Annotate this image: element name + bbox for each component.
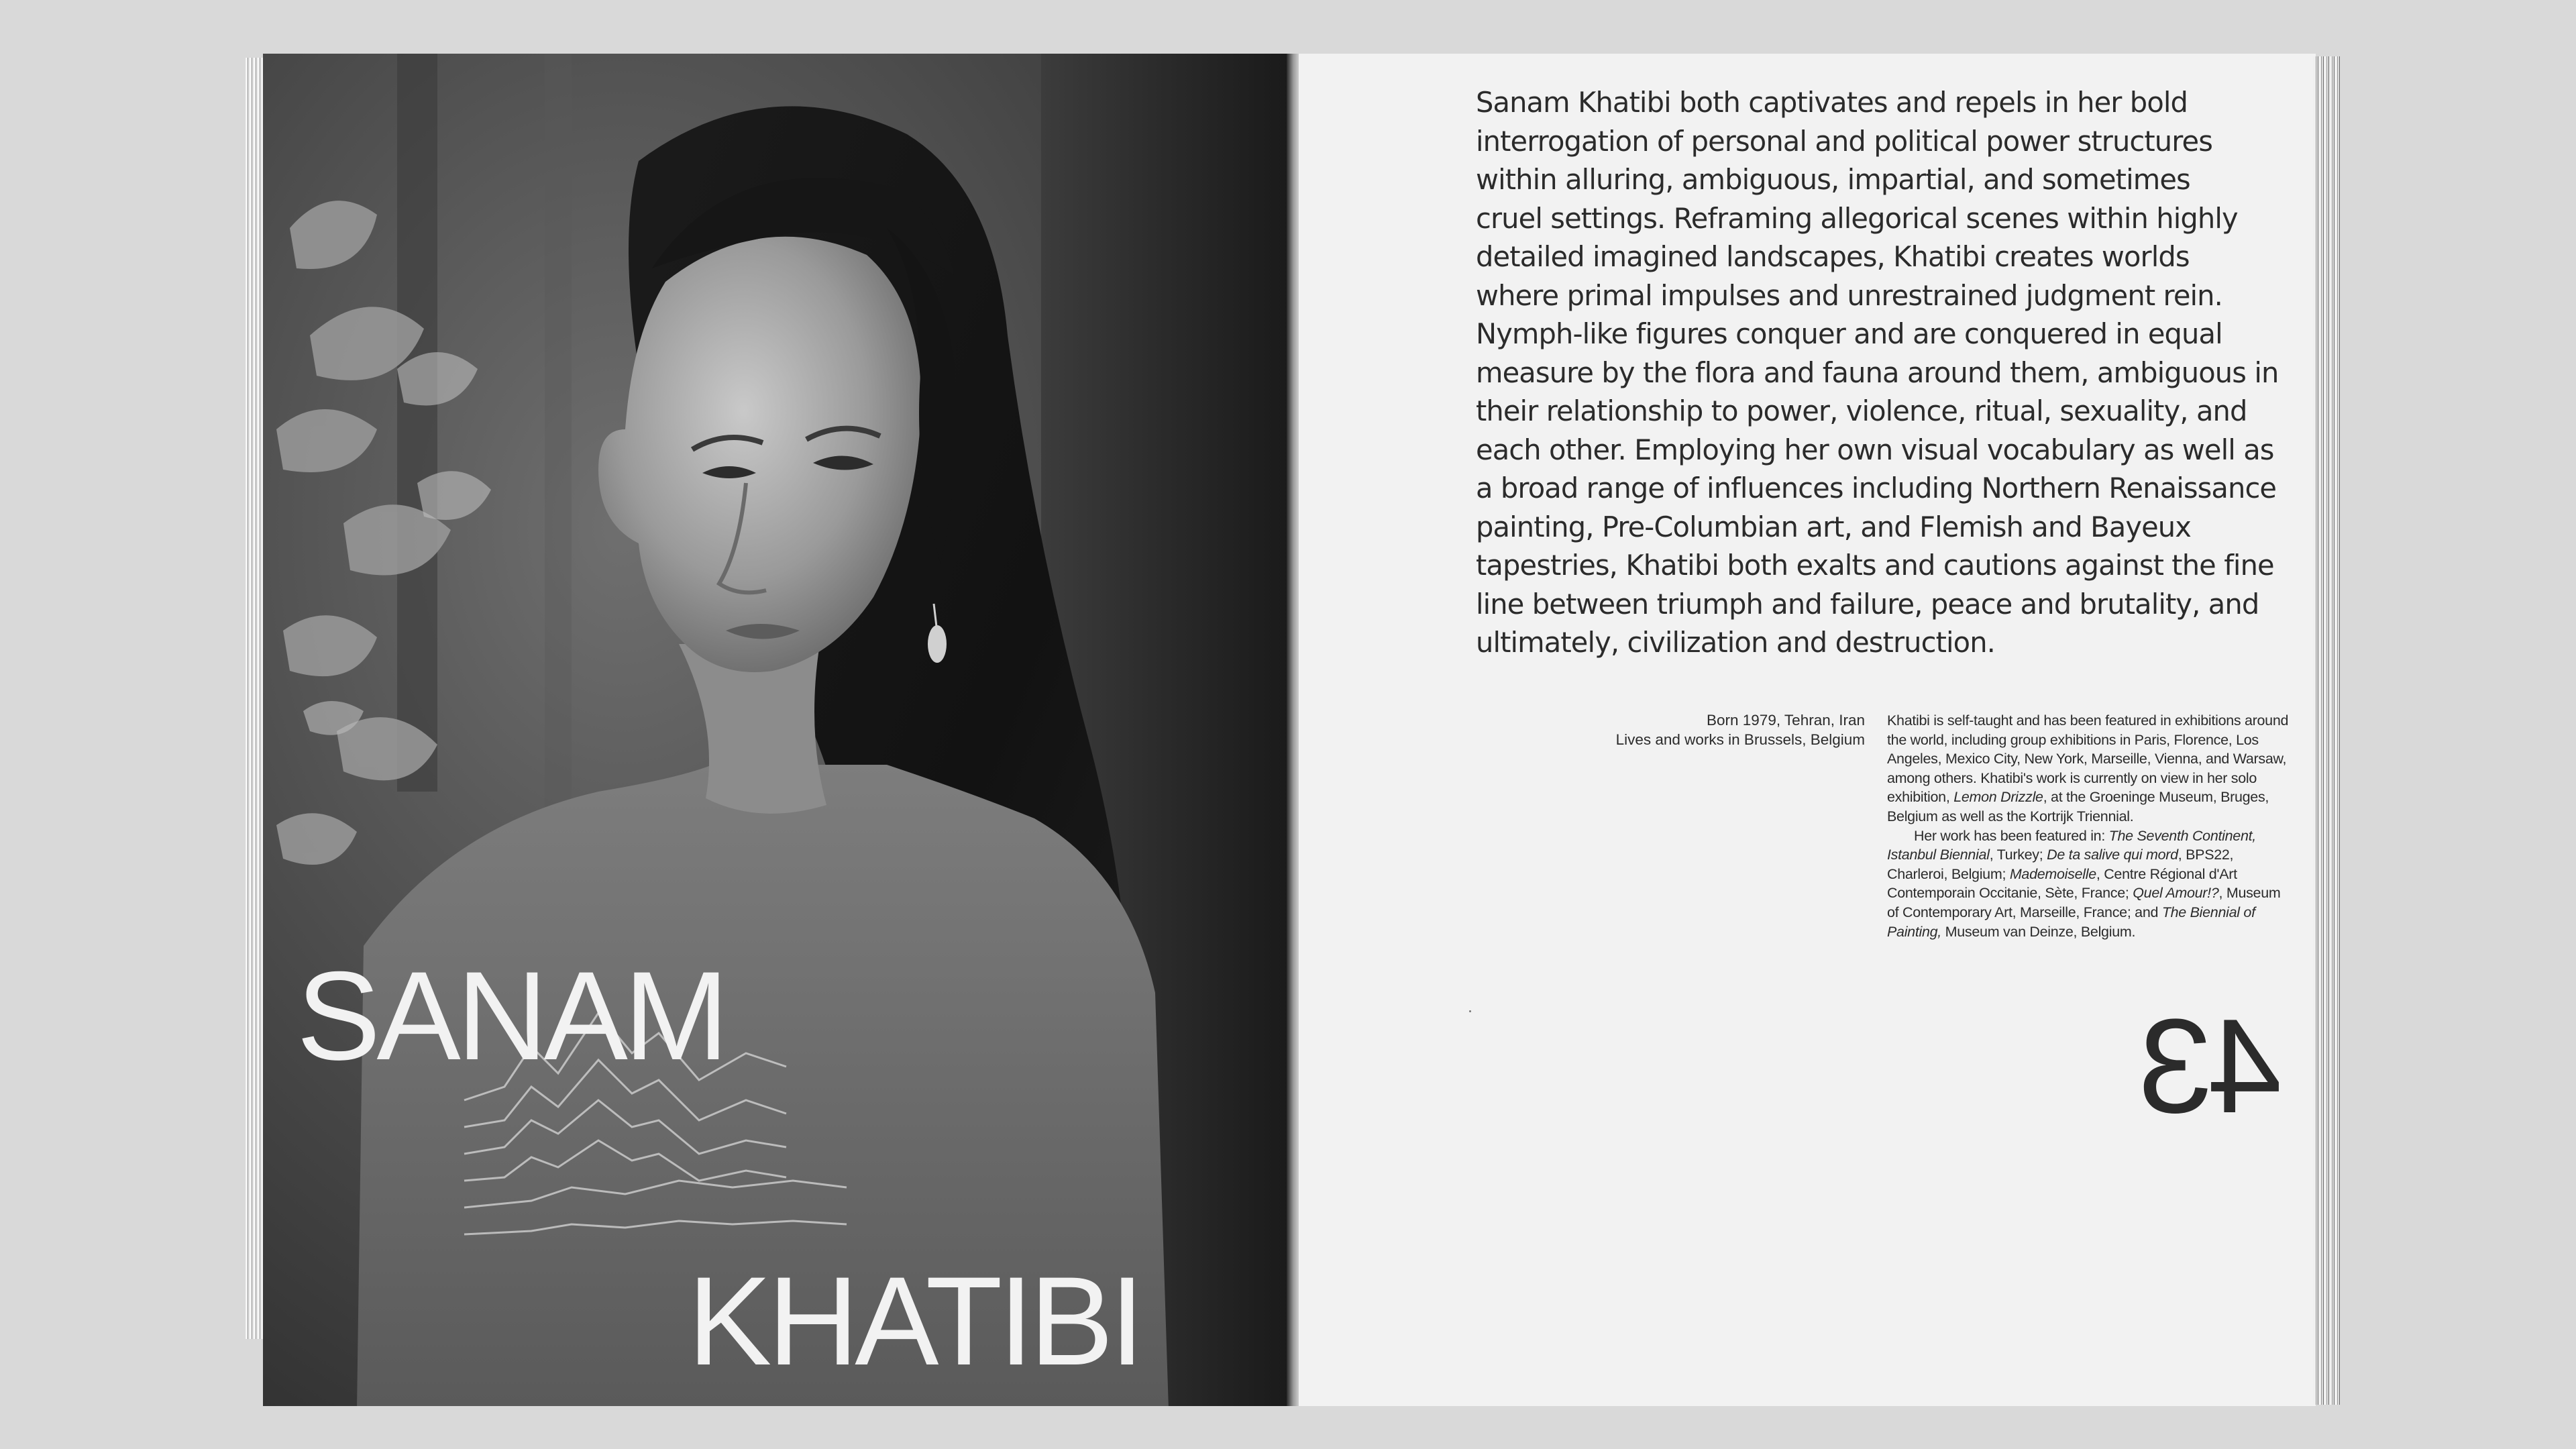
bio-text-run: Museum van Deinze, Belgium. [1941, 923, 2136, 940]
bio-text-run: , Museum of Contemporary Art, Marseille, France; and [1887, 885, 2281, 920]
right-page-edges [2313, 56, 2340, 1405]
lives-line: Lives and works in Brussels, Belgium [1615, 731, 1865, 748]
exhibition-title: Quel Amour!? [2133, 885, 2219, 902]
bio-text-run: , Centre Régional d'Art Contemporain Occitanie, Sète, France; [1887, 865, 2237, 902]
paper-speck [1469, 1010, 1471, 1012]
bio-text [1887, 711, 2290, 941]
bio-text-run: , Turkey; [1989, 847, 2047, 863]
exhibition-title: The Seventh Continent, Istanbul Biennial [1887, 827, 2256, 863]
exhibition-title: Mademoiselle [2009, 865, 2096, 882]
exhibition-title: De ta salive qui mord [2047, 847, 2178, 863]
left-page-photo [263, 54, 1291, 1406]
page-number: 43 [2143, 991, 2282, 1141]
bio-text-run: , at the Groeninge Museum, Bruges, Belgium as well as the Kortrijk Triennial. [1887, 789, 2269, 824]
bio-paragraph-2 [1887, 826, 2290, 942]
artist-last-name: KHATIBI [688, 1250, 1141, 1391]
portrait-photo [263, 54, 1291, 1406]
artist-first-name: SANAM [297, 945, 725, 1086]
bio-text-run: Khatibi is self-taught and has been featured in exhibitions around the world, including group exhibitions in Paris, Florence, Los Angeles, Mexico City, New York, Marseille, Vienna, and Warsaw, among others. Khatibi's work is currently on view in her solo exhibition, [1887, 712, 2289, 806]
born-line: Born 1979, Tehran, Iran [1707, 712, 1865, 729]
intro-paragraph: Sanam Khatibi both captivates and repels in her bold interrogation of personal and political power structures within alluring, ambiguous, impartial, and sometimes cruel settings. Reframing allegorical scenes within highly detailed imagined landscapes, Khatibi creates worlds where primal impulses and unrestrained judgment rein. Nymph-like figures conquer and are conquered in equal measure by the flora and fauna around them, ambiguous in their relationship to power, violence, ritual, sexuality, and each other. Employing her own visual vocabulary as well as a broad range of influences including Northern Renaissance painting, Pre-Columbian art, and Flemish and Bayeux tapestries, Khatibi both exalts and cautions against the fine line between triumph and failure, peace and brutality, and ultimately, civilization and destruction. [1476, 86, 2279, 659]
bio-meta [1570, 711, 1865, 749]
bio-paragraph-1 [1887, 711, 2290, 826]
bio-text-run: , BPS22, Charleroi, Belgium; [1887, 847, 2234, 882]
exhibition-title: The Biennial of Painting, [1887, 904, 2255, 940]
exhibition-title: Lemon Drizzle [1953, 789, 2043, 806]
bio-text-run: Her work has been featured in: [1914, 827, 2109, 844]
